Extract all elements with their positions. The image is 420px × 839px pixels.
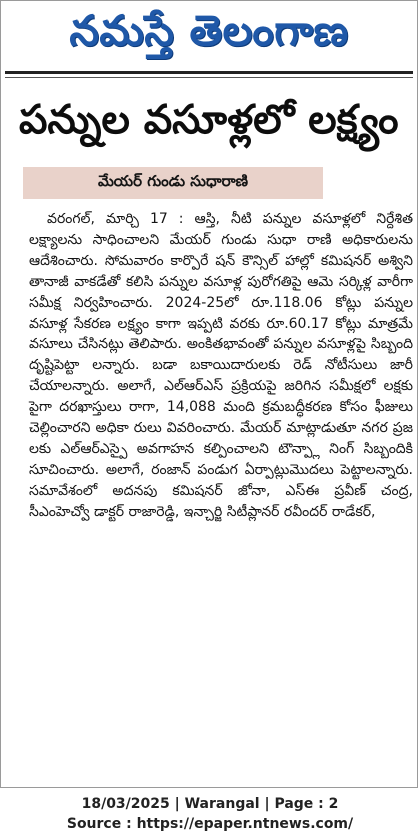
article-headline: పన్నుల వసూళ్లలో లక్ష్యం xyxy=(19,97,399,143)
article-body xyxy=(29,209,413,523)
footer-source-line: Source : https://epaper.ntnews.com/ xyxy=(66,816,354,832)
article-byline: మేయర్ గుండు సుధారాణి xyxy=(97,172,249,190)
masthead-logo xyxy=(11,5,407,67)
masthead-title: నమస్తే తెలంగాణ xyxy=(69,6,349,55)
footer-date-line: 18/03/2025 | Warangal | Page : 2 xyxy=(81,796,339,812)
masthead-divider-thin xyxy=(5,77,413,78)
masthead-divider xyxy=(5,71,413,74)
byline-box xyxy=(23,167,323,199)
article-paragraph: వరంగల్, మార్చి 17 : ఆస్తి, నీటి పన్నుల వసూళ్లలో నిర్దేశిత లక్ష్యాలను సాధించాలని మేయర్ గుండు సుధా రాణి అధికారులను ఆదేశించారు. సోమవారం కార్పొరే షన్ కౌన్సిల్ హాల్లో కమిషనర్ అశ్విని తానాజీ వాకడేతో కలిసి పన్నుల వసూళ్ల పురోగతిపై ఆమె సర్కిళ్ల వారీగా సమీక్ష నిర్వహించారు. 2024-25లో రూ.118.06 కోట్లు పన్నుల వసూళ్ల సేకరణ లక్ష్యం కాగా ఇప్పటి వరకు రూ.60.17 కోట్లు మాత్రమే వసూలు చేసినట్లు తెలిపారు. అంకితభావంతో పన్నుల వసూళ్లపై సిబ్బంది దృష్టిపెట్టా లన్నారు. బడా బకాయిదారులకు రెడ్ నోటీసులు జారీ చేయాలన్నారు. అలాగే, ఎల్ఆర్ఎస్ ప్రక్రియపై జరిగిన సమీక్షలో లక్షకు పైగా దరఖాస్తులు రాగా, 14,088 మంది క్రమబద్ధీకరణ కోసం ఫీజులు చెల్లించారని అధికా రులు వివరించారు. మేయర్ మాట్లాడుతూ నగర ప్రజ లకు ఎల్ఆర్ఎస్పై అవగాహన కల్పించాలని టౌన్ప్లా నింగ్ సిబ్బందికి సూచించారు. అలాగే, రంజాన్ పండుగ ఏర్పాట్లుమొదలు పెట్టాలన్నారు. సమావేశంలో అదనపు కమిషనర్ జోనా, ఎస్ఈ ప్రవీణ్ చంద్ర, సీఎంహెచ్వో డాక్టర్ రాజారెడ్డి, ఇన్చార్జి సిటీప్లానర్ రవీందర్ రాడేకర్, xyxy=(29,211,413,520)
